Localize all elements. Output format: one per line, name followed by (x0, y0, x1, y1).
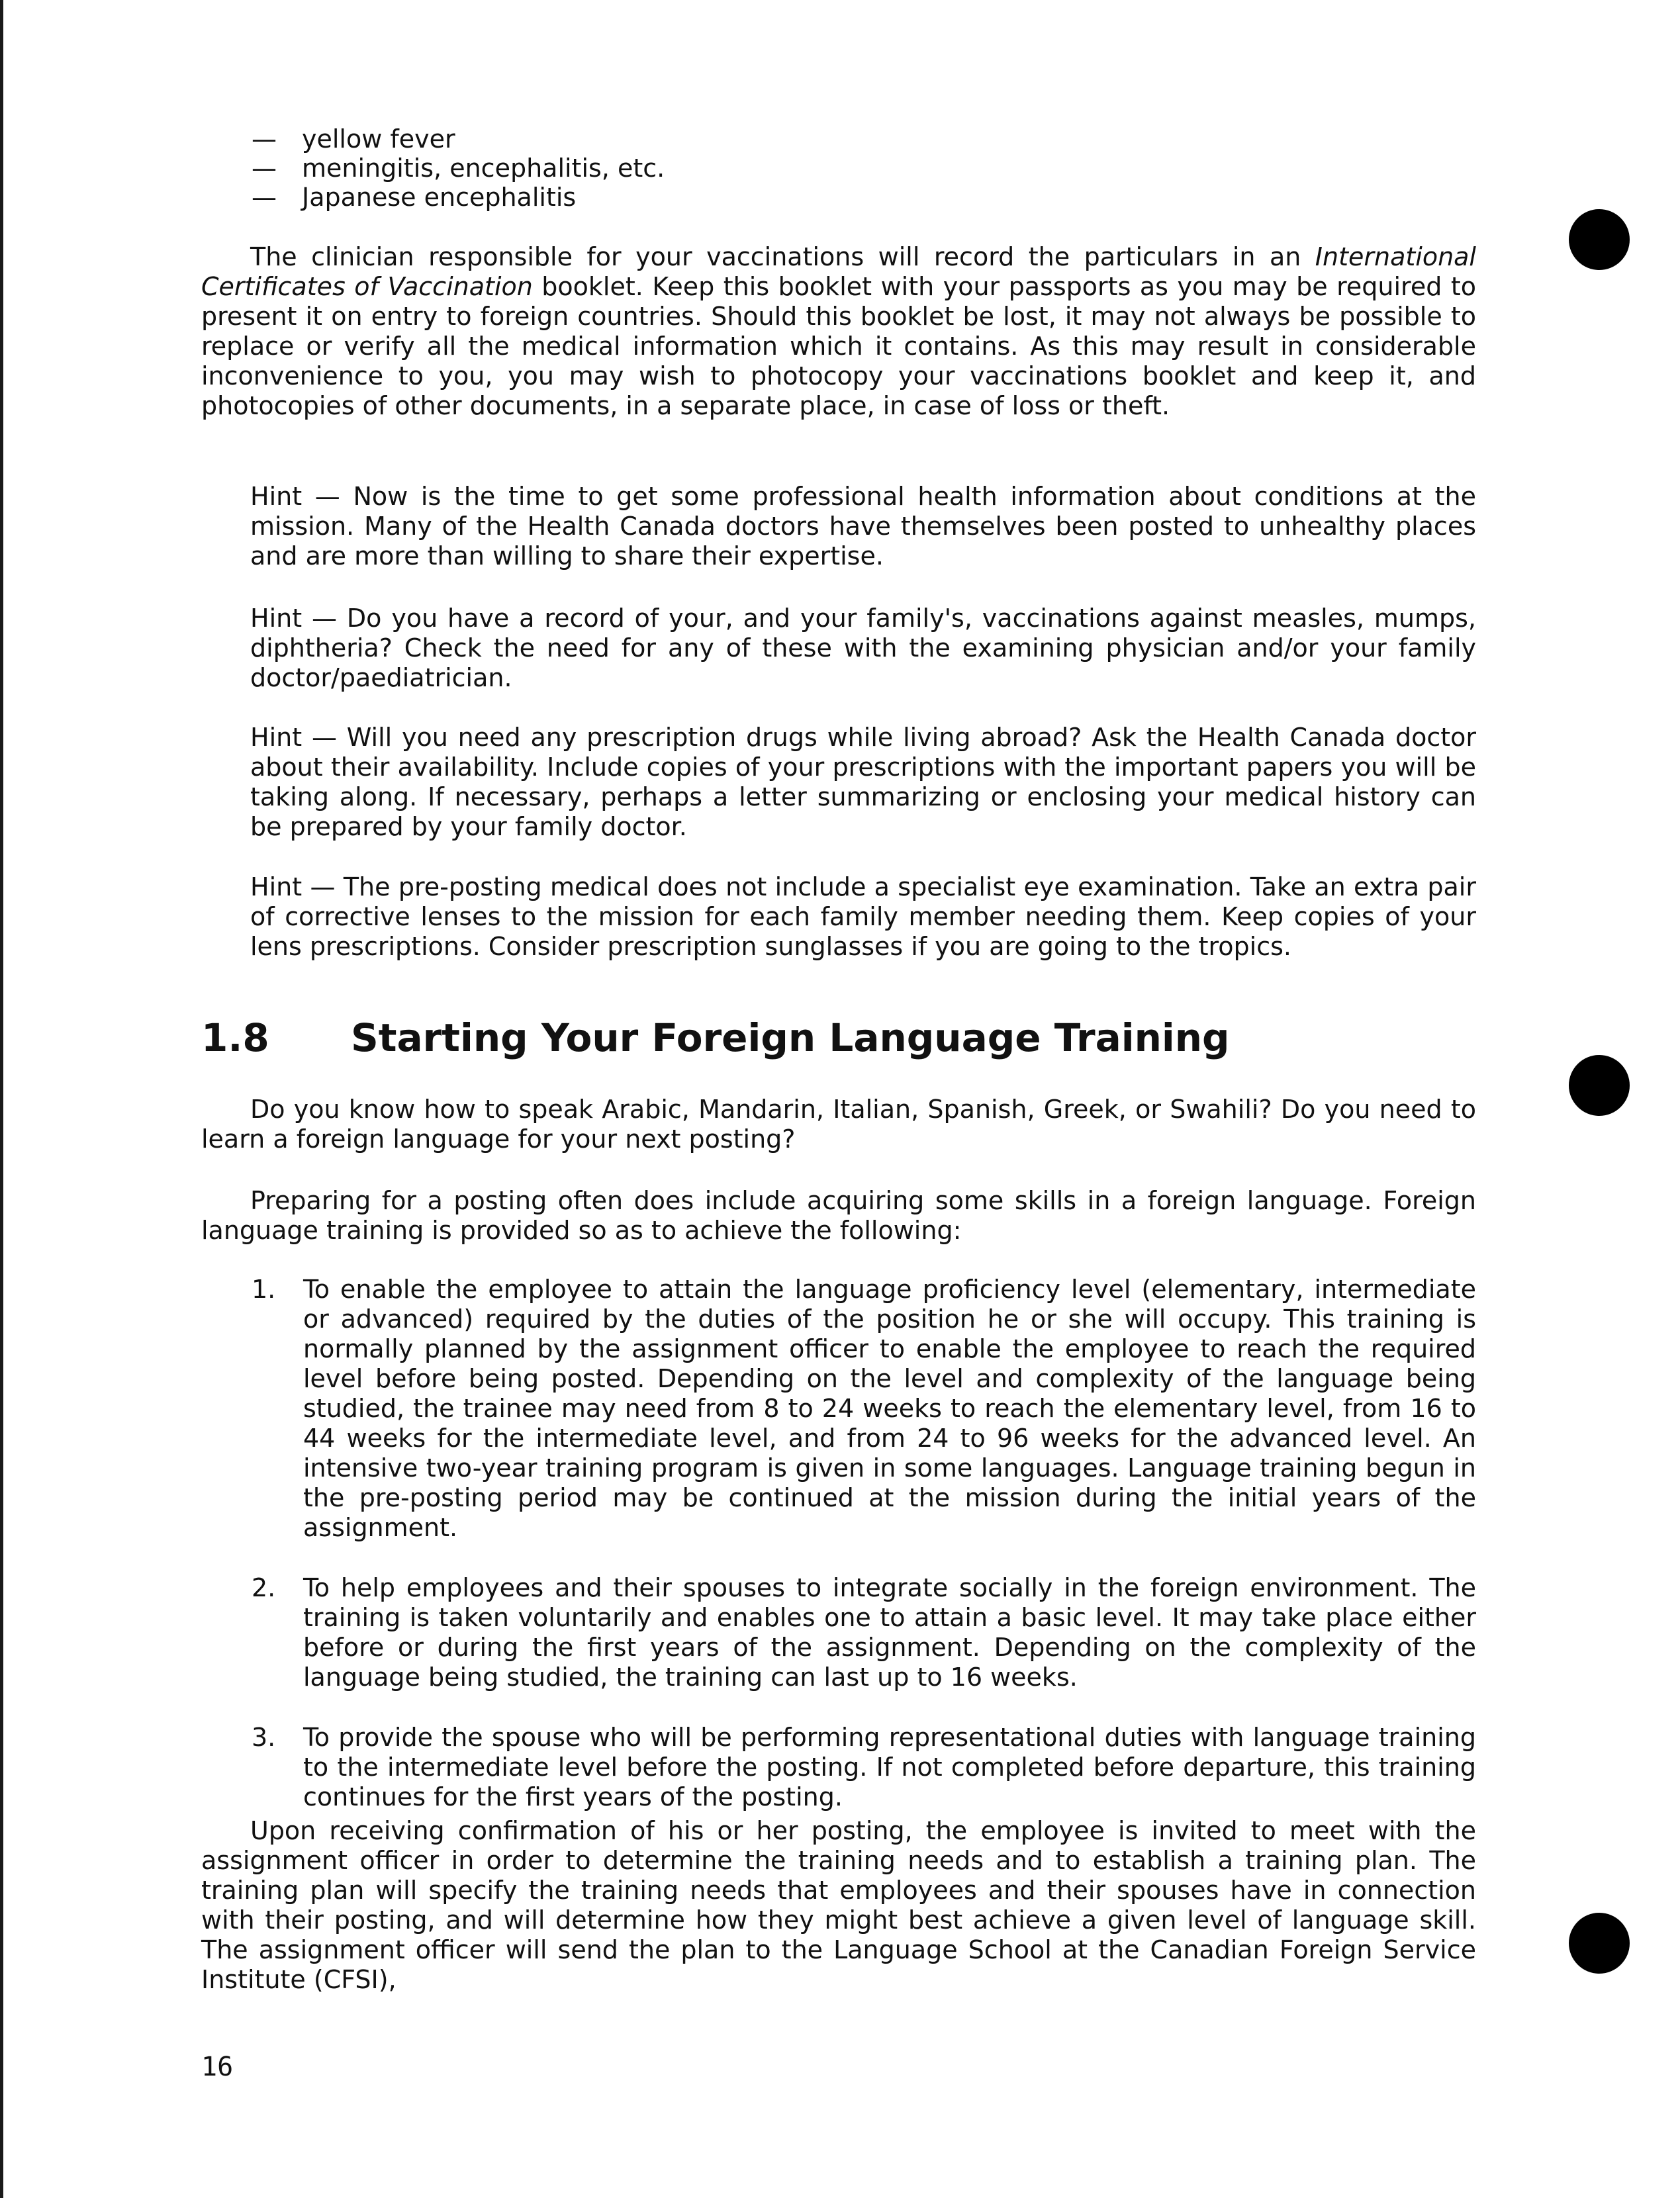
scan-edge-line (0, 0, 3, 2198)
punch-hole (1569, 1913, 1630, 1974)
section-number: 1.8 (201, 1015, 269, 1060)
preparing-paragraph: Preparing for a posting often does include acquiring some skills in a foreign language. Foreign language training is provided so as to achieve the following: (201, 1186, 1476, 1245)
hint-paragraph: Hint — The pre-posting medical does not include a specialist eye examination. Take an extra pair of corrective lenses to the mission for each family member needing them. Keep copies of your lens prescriptions. Consider prescription sunglasses if you are going to the tropics. (250, 872, 1476, 961)
bullet-dash: — (252, 183, 277, 212)
disease-bullet-list (252, 124, 665, 212)
hint-label: Hint — (250, 482, 340, 511)
intro-paragraph: Do you know how to speak Arabic, Mandarin, Italian, Spanish, Greek, or Swahili? Do you need to learn a foreign language for your next posting? (201, 1095, 1476, 1154)
item-number: 3. (252, 1723, 276, 1752)
list-item: 2. To help employees and their spouses to integrate socially in the foreign environment. The training is taken voluntarily and enables one to attain a basic level. It may take place either before or during the first years of the assignment. Depending on the complexity of the language being studied, the training can last up to 16 weeks. (252, 1573, 1476, 1692)
item-number: 1. (252, 1275, 276, 1304)
punch-hole (1569, 1055, 1630, 1116)
page-number: 16 (201, 2052, 234, 2082)
vaccination-paragraph: The clinician responsible for your vaccinations will record the particulars in an International Certificates of Vaccination booklet. Keep this booklet with your passports as you may be required to present it on entry to foreign countries. Should this booklet be lost, it may not always be possible to replace or verify all the medical information which it contains. As this may result in considerable inconvenience to you, you may wish to photocopy your vaccinations booklet and keep it, and photocopies of other documents, in a separate place, in case of loss or theft. (201, 242, 1476, 420)
upon-receiving-paragraph: Upon receiving confirmation of his or her posting, the employee is invited to meet with the assignment officer in order to determine the training needs and to establish a training plan. The training plan will specify the training needs that employees and their spouses have in connection with their posting, and will determine how they might best achieve a given level of language skill. The assignment officer will send the plan to the Language School at the Canadian Foreign Service Institute (CFSI), (201, 1816, 1476, 1994)
list-item: 1. To enable the employee to attain the language proficiency level (elementary, intermediate or advanced) required by the duties of the position he or she will occupy. This training is normally planned by the assignment officer to enable the employee to reach the required level before being posted. Depending on the level and complexity of the language being studied, the trainee may need from 8 to 24 weeks to reach the elementary level, from 16 to 44 weeks for the intermediate level, and from 24 to 96 weeks for the advanced level. An intensive two-year training program is given in some languages. Language training begun in the pre-posting period may be continued at the mission during the initial years of the assignment. (252, 1275, 1476, 1542)
booklet-title: International Certificates of Vaccination (201, 242, 1476, 301)
hint-label: Hint — (250, 604, 338, 633)
punch-hole (1569, 209, 1630, 270)
list-item: — Japanese encephalitis (252, 183, 577, 212)
hint-paragraph: Hint — Do you have a record of your, and your family's, vaccinations against measles, mumps, diphtheria? Check the need for any of these with the examining physician and/or your family doctor/paediatrician. (250, 604, 1476, 692)
list-item: — meningitis, encephalitis, etc. (252, 154, 665, 183)
list-item: 3. To provide the spouse who will be performing representational duties with language training to the intermediate level before the posting. If not completed before departure, this training continues for the first years of the posting. (252, 1723, 1476, 1811)
item-number: 2. (252, 1573, 276, 1602)
hint-label: Hint — (250, 872, 336, 901)
bullet-dash: — (252, 124, 277, 154)
bullet-dash: — (252, 154, 277, 183)
hint-paragraph: Hint — Will you need any prescription drugs while living abroad? Ask the Health Canada doctor about their availability. Include copies of your prescriptions with the important papers you will be taking along. If necessary, perhaps a letter summarizing or enclosing your medical history can be prepared by your family doctor. (250, 723, 1476, 841)
objectives-list (252, 1275, 1476, 1843)
list-item: — yellow fever (252, 124, 455, 154)
hint-paragraph: Hint — Now is the time to get some professional health information about conditions at the mission. Many of the Health Canada doctors have themselves been posted to unhealthy places and are more than willing to share their expertise. (250, 482, 1476, 571)
hint-label: Hint — (250, 723, 337, 752)
section-title: Starting Your Foreign Language Training (351, 1015, 1230, 1060)
section-heading (201, 1015, 1230, 1060)
